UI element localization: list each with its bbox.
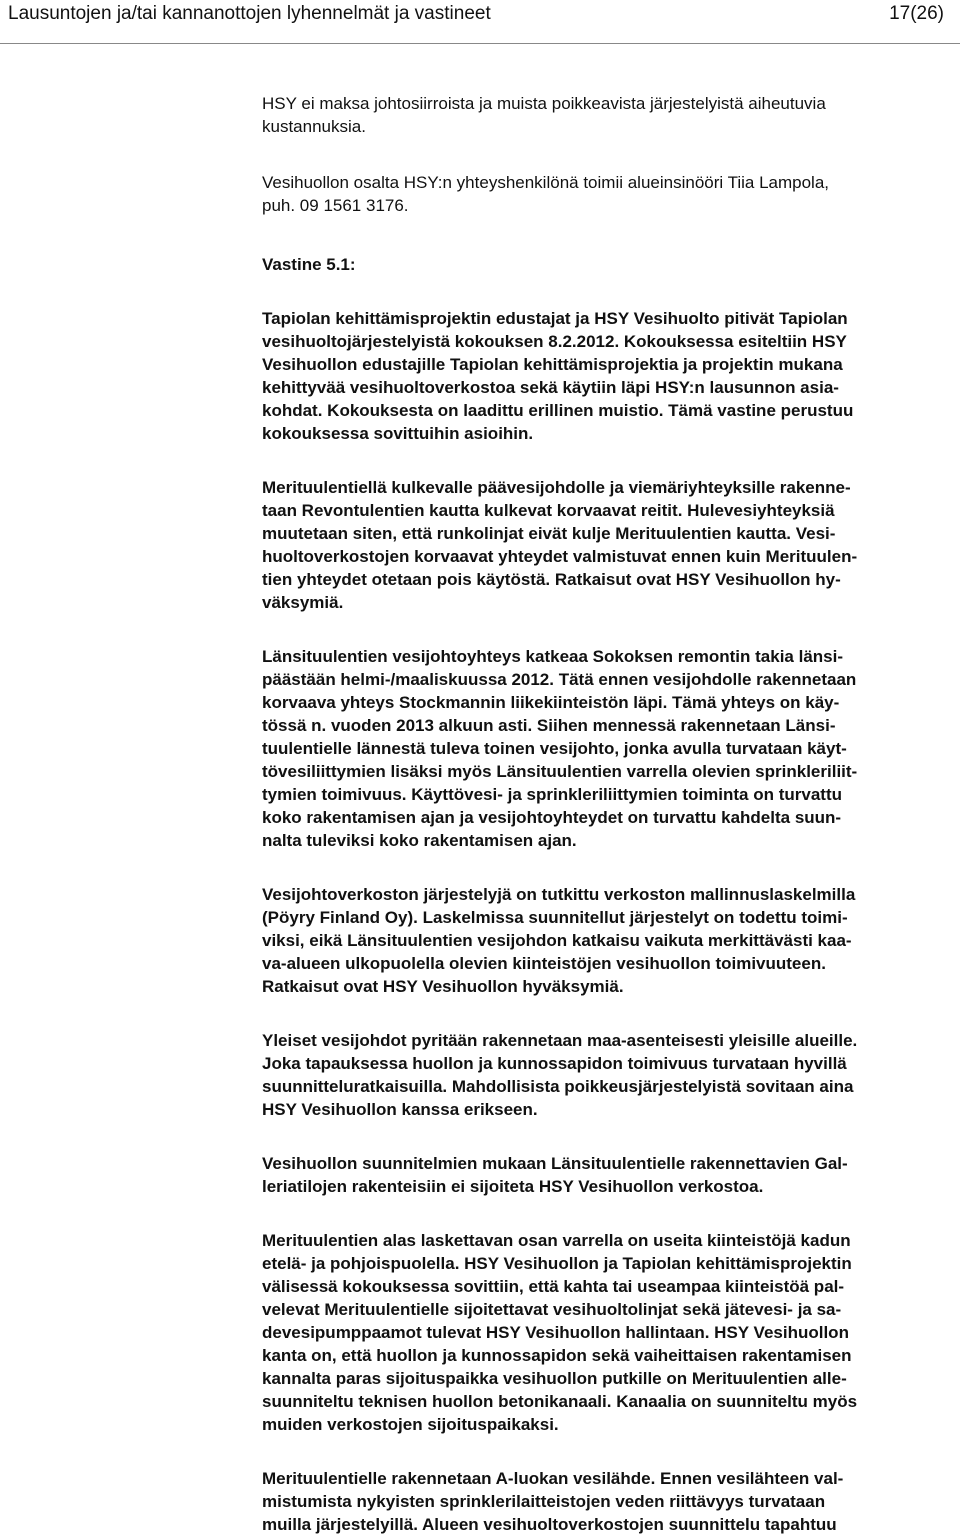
paragraph-galleria-spaces xyxy=(262,1152,958,1198)
text-line: va-alueen ulkopuolella olevien kiinteistöjen vesihuollon toimivuuteen. xyxy=(262,954,826,973)
document-title: Lausuntojen ja/tai kannanottojen lyhennelmät ja vastineet xyxy=(8,3,491,24)
text-line: Vesijohtoverkoston järjestelyjä on tutkittu verkoston mallinnuslaskelmilla xyxy=(262,885,856,904)
paragraph-hsy-costs xyxy=(262,92,958,138)
text-line: muilla järjestelyillä. Alueen vesihuoltoverkostojen suunnittelu tapahtuu xyxy=(262,1515,837,1534)
text-line: devesipumppaamot tulevat HSY Vesihuollon hallintaan. HSY Vesihuollon xyxy=(262,1323,849,1342)
text-line: Merituulentielle rakennetaan A-luokan vesilähde. Ennen vesilähteen val- xyxy=(262,1469,844,1488)
text-line: kokouksessa sovittuihin asioihin. xyxy=(262,424,534,443)
text-line: Vesihuollon edustajille Tapiolan kehittämisprojektia ja projektin mukana xyxy=(262,355,843,374)
paragraph-public-water-mains xyxy=(262,1029,958,1121)
text-line: puh. 09 1561 3176. xyxy=(262,196,409,215)
text-line: nalta tuleviksi koko rakentamisen ajan. xyxy=(262,831,577,850)
text-line: Länsituulentien vesijohtoyhteys katkeaa Sokoksen remontin takia länsi- xyxy=(262,647,844,666)
paragraph-merituulentie-properties xyxy=(262,1229,958,1436)
text-line: Vesihuollon suunnitelmien mukaan Länsituulentielle rakennettavien Gal- xyxy=(262,1154,848,1173)
paragraph-network-modelling xyxy=(262,883,958,998)
text-line: etelä- ja pohjoispuolella. HSY Vesihuollon ja Tapiolan kehittämisprojektin xyxy=(262,1254,852,1273)
page-number: 17(26) xyxy=(889,3,944,24)
page-header xyxy=(0,0,960,46)
text-line: muutetaan siten, että runkolinjat eivät kulje Merituulentien kautta. Vesi- xyxy=(262,524,836,543)
text-line: mistumista nykyisten sprinklerilaitteistojen veden riittävyys turvataan xyxy=(262,1492,826,1511)
text-line: Merituulentiellä kulkevalle päävesijohdolle ja viemäriyhteyksille rakenne- xyxy=(262,478,851,497)
text-line: tuulentielle lännestä tuleva toinen vesijohto, jonka avulla turvataan käyt- xyxy=(262,739,847,758)
text-line: HSY ei maksa johtosiirroista ja muista poikkeavista järjestelyistä aiheutuvia xyxy=(262,94,826,113)
text-line: välisessä kokouksessa sovittiin, että kahta tai useampaa kiinteistöä pal- xyxy=(262,1277,845,1296)
text-line: Vastine 5.1: xyxy=(262,255,356,274)
paragraph-meeting xyxy=(262,307,958,445)
text-line: päästään helmi-/maaliskuussa 2012. Tätä ennen vesijohdolle rakennetaan xyxy=(262,670,857,689)
text-line: viksi, eikä Länsituulentien vesijohdon katkaisu vaikuta merkittävästi kaa- xyxy=(262,931,852,950)
text-line: tien yhteydet otetaan pois käytöstä. Ratkaisut ovat HSY Vesihuollon hy- xyxy=(262,570,841,589)
text-line: Merituulentien alas laskettavan osan varrella on useita kiinteistöjä kadun xyxy=(262,1231,851,1250)
document-body xyxy=(262,92,958,1536)
paragraph-merituulentie-routes xyxy=(262,476,958,614)
text-line: kannalta paras sijoituspaikka vesihuollon putkille on Merituulentien alle- xyxy=(262,1369,847,1388)
text-line: (Pöyry Finland Oy). Laskelmissa suunnitellut järjestelyt on todettu toimi- xyxy=(262,908,848,927)
text-line: HSY Vesihuollon kanssa erikseen. xyxy=(262,1100,538,1119)
text-line: muiden verkostojen sijoituspaikaksi. xyxy=(262,1415,559,1434)
text-line: velevat Merituulentielle sijoitettavat vesihuoltolinjat sekä jätevesi- ja sa- xyxy=(262,1300,842,1319)
text-line: kustannuksia. xyxy=(262,117,366,136)
text-line: leriatilojen rakenteisiin ei sijoiteta HSY Vesihuollon verkostoa. xyxy=(262,1177,764,1196)
text-line: väksymiä. xyxy=(262,593,344,612)
text-line: koko rakentamisen ajan ja vesijohtoyhteydet on turvattu kahdelta suun- xyxy=(262,808,842,827)
text-line: tövesiliittymien lisäksi myös Länsituulentien varrella olevien sprinkleriliit- xyxy=(262,762,858,781)
text-line: Tapiolan kehittämisprojektin edustajat ja HSY Vesihuolto pitivät Tapiolan xyxy=(262,309,848,328)
text-line: Vesihuollon osalta HSY:n yhteyshenkilönä toimii alueinsinööri Tiia Lampola, xyxy=(262,173,830,192)
header-divider xyxy=(0,43,960,44)
text-line: korvaava yhteys Stockmannin liikekiinteistön läpi. Tämä yhteys on käy- xyxy=(262,693,840,712)
text-line: Ratkaisut ovat HSY Vesihuollon hyväksymiä. xyxy=(262,977,624,996)
text-line: huoltoverkostojen korvaavat yhteydet valmistuvat ennen kuin Merituulen- xyxy=(262,547,858,566)
text-line: tymien toimivuus. Käyttövesi- ja sprinkleriliittymien toiminta on turvattu xyxy=(262,785,842,804)
text-line: kehittyvää vesihuoltoverkostoa sekä käytiin läpi HSY:n lausunnon asia- xyxy=(262,378,839,397)
text-line: suunnitteluratkaisuilla. Mahdollisista poikkeusjärjestelyistä sovitaan aina xyxy=(262,1077,854,1096)
text-line: suunniteltu teknisen huollon betonikanaali. Kanaalia on suunniteltu myös xyxy=(262,1392,858,1411)
paragraph-contact-person xyxy=(262,171,958,217)
text-line: taan Revontulentien kautta kulkevat korvaavat reitit. Hulevesiyhteyksiä xyxy=(262,501,835,520)
text-line: kanta on, että huollon ja kunnossapidon sekä vaiheittaisen rakentamisen xyxy=(262,1346,852,1365)
text-line: tössä n. vuoden 2013 alkuun asti. Siihen mennessä rakennetaan Länsi- xyxy=(262,716,836,735)
text-line: Joka tapauksessa huollon ja kunnossapidon toimivuus turvataan hyvillä xyxy=(262,1054,847,1073)
paragraph-water-source xyxy=(262,1467,958,1536)
text-line: kohdat. Kokouksesta on laadittu erillinen muistio. Tämä vastine perustuu xyxy=(262,401,854,420)
text-line: vesihuoltojärjestelyistä kokouksen 8.2.2012. Kokouksessa esiteltiin HSY xyxy=(262,332,847,351)
paragraph-lansituulentie-water xyxy=(262,645,958,852)
response-heading xyxy=(262,253,958,276)
text-line: Yleiset vesijohdot pyritään rakennetaan maa-asenteisesti yleisille alueille. xyxy=(262,1031,858,1050)
